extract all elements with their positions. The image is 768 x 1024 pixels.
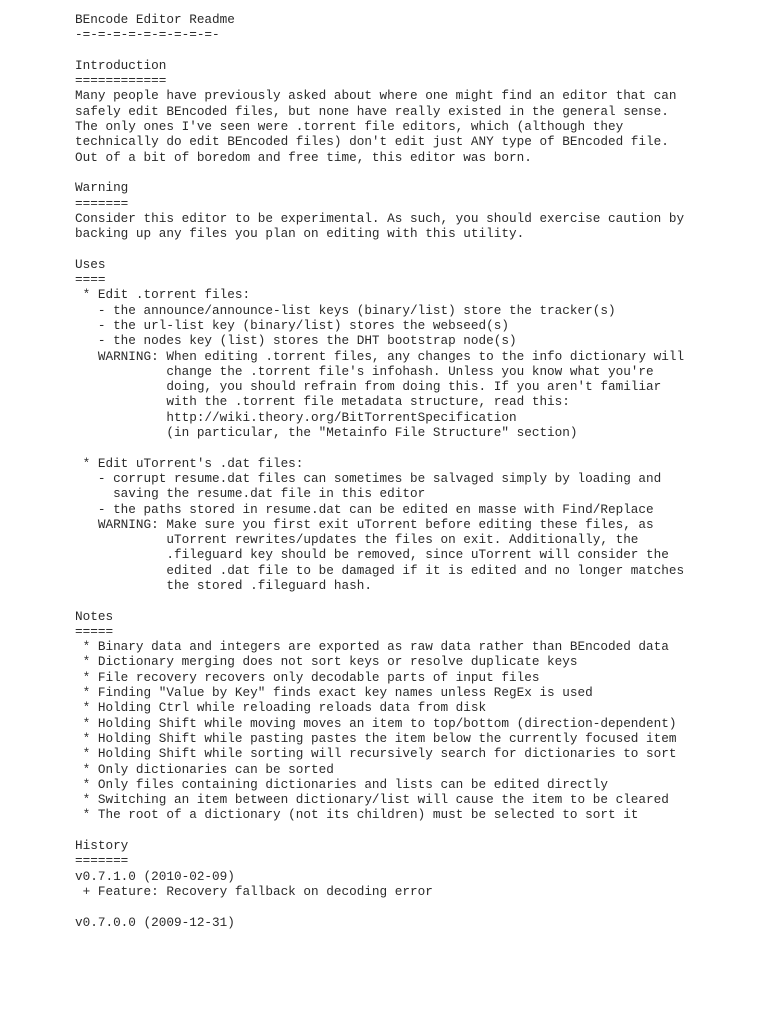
- blank-line: [75, 241, 755, 256]
- blank-line: [75, 440, 755, 455]
- notes-item: * File recovery recovers only decodable parts of input files: [75, 669, 540, 685]
- notes-heading: Notes: [75, 608, 114, 624]
- warning-underline: =======: [75, 195, 129, 211]
- title-underline: -=-=-=-=-=-=-=-=-=-: [75, 27, 220, 43]
- uses-torrent-line: - the nodes key (list) stores the DHT bootstrap node(s): [75, 333, 517, 349]
- introduction-line: safely edit BEncoded files, but none have really existed in the general sense.: [75, 103, 669, 119]
- uses-dat-line: the stored .fileguard hash.: [75, 577, 372, 593]
- uses-dat-line: saving the resume.dat file in this editor: [75, 486, 426, 502]
- uses-dat-line: .fileguard key should be removed, since uTorrent will consider the: [75, 547, 669, 563]
- uses-torrent-line: with the .torrent file metadata structure, read this:: [75, 394, 570, 410]
- notes-item: * Finding "Value by Key" finds exact key names unless RegEx is used: [75, 685, 593, 701]
- introduction-line: technically do edit BEncoded files) don't edit just ANY type of BEncoded file.: [75, 134, 669, 150]
- history-change: + Feature: Recovery fallback on decoding error: [75, 883, 433, 899]
- introduction-heading: Introduction: [75, 57, 167, 73]
- bittorrent-spec-url: http://wiki.theory.org/BitTorrentSpecification: [75, 409, 517, 425]
- uses-torrent-line: - the announce/announce-list keys (binary/list) store the tracker(s): [75, 302, 616, 318]
- notes-item: * The root of a dictionary (not its children) must be selected to sort it: [75, 807, 639, 823]
- readme-document: [75, 12, 755, 930]
- warning-heading: Warning: [75, 180, 129, 196]
- uses-torrent-line: - the url-list key (binary/list) stores the webseed(s): [75, 317, 509, 333]
- notes-item: * Holding Shift while moving moves an item to top/bottom (direction-dependent): [75, 715, 677, 731]
- blank-line: [75, 165, 755, 180]
- notes-item: * Switching an item between dictionary/list will cause the item to be cleared: [75, 792, 669, 808]
- uses-torrent-line: doing, you should refrain from doing this. If you aren't familiar: [75, 379, 662, 395]
- uses-dat-line: - the paths stored in resume.dat can be edited en masse with Find/Replace: [75, 501, 654, 517]
- notes-item: * Only files containing dictionaries and lists can be edited directly: [75, 776, 608, 792]
- notes-item: * Holding Shift while pasting pastes the item below the currently focused item: [75, 730, 677, 746]
- notes-underline: =====: [75, 623, 114, 639]
- history-underline: =======: [75, 853, 129, 869]
- introduction-line: Out of a bit of boredom and free time, this editor was born.: [75, 149, 532, 165]
- introduction-line: The only ones I've seen were .torrent file editors, which (although they: [75, 119, 624, 135]
- blank-line: [75, 899, 755, 914]
- uses-torrent-line: change the .torrent file's infohash. Unless you know what you're: [75, 363, 654, 379]
- uses-underline: ====: [75, 272, 106, 288]
- history-heading: History: [75, 838, 129, 854]
- uses-dat-line: edited .dat file to be damaged if it is edited and no longer matches: [75, 562, 685, 578]
- uses-dat-line: - corrupt resume.dat files can sometimes be salvaged simply by loading and: [75, 470, 662, 486]
- uses-torrent-line: * Edit .torrent files:: [75, 287, 251, 303]
- uses-dat-line: uTorrent rewrites/updates the files on exit. Additionally, the: [75, 532, 639, 548]
- uses-dat-line: WARNING: Make sure you first exit uTorrent before editing these files, as: [75, 516, 654, 532]
- notes-item: * Dictionary merging does not sort keys or resolve duplicate keys: [75, 654, 578, 670]
- introduction-underline: ============: [75, 73, 167, 89]
- notes-item: * Binary data and integers are exported as raw data rather than BEncoded data: [75, 639, 669, 655]
- warning-line: Consider this editor to be experimental. As such, you should exercise caution by: [75, 210, 685, 226]
- introduction-line: Many people have previously asked about where one might find an editor that can: [75, 88, 677, 104]
- uses-torrent-line: (in particular, the "Metainfo File Structure" section): [75, 425, 578, 441]
- warning-line: backing up any files you plan on editing with this utility.: [75, 226, 525, 242]
- notes-item: * Only dictionaries can be sorted: [75, 761, 334, 777]
- uses-heading: Uses: [75, 256, 106, 272]
- notes-item: * Holding Shift while sorting will recursively search for dictionaries to sort: [75, 746, 677, 762]
- blank-line: [75, 823, 755, 838]
- notes-item: * Holding Ctrl while reloading reloads data from disk: [75, 700, 487, 716]
- uses-torrent-line: WARNING: When editing .torrent files, any changes to the info dictionary will: [75, 348, 685, 364]
- blank-line: [75, 43, 755, 58]
- history-version: v0.7.1.0 (2010-02-09): [75, 868, 235, 884]
- history-version: v0.7.0.0 (2009-12-31): [75, 914, 235, 930]
- blank-line: [75, 593, 755, 608]
- document-title: BEncode Editor Readme: [75, 12, 235, 27]
- uses-dat-line: * Edit uTorrent's .dat files:: [75, 455, 304, 471]
